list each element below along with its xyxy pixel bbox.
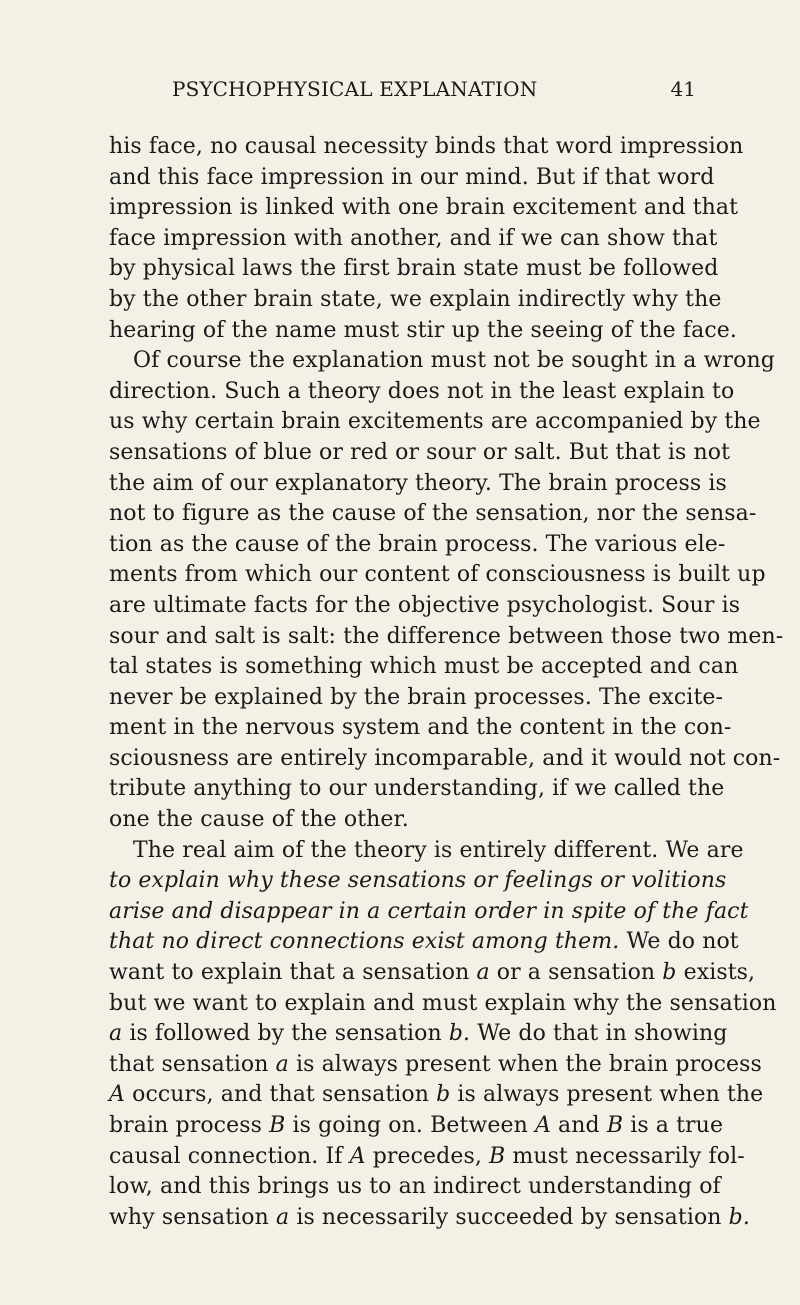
italic-letter: b [662, 960, 677, 986]
text-line: to explain why these sensations or feelings or volitions [109, 868, 727, 894]
text-span: is going on. Between [292, 1113, 528, 1138]
italic-letter: b. [728, 1204, 750, 1230]
text-line [109, 1203, 750, 1234]
italic-span: that no direct connections exist among them. [109, 929, 620, 955]
italic-letter: a [109, 1021, 123, 1047]
text-line: impression is linked with one brain excitement and that [109, 195, 739, 221]
text-span: We do that in showing [477, 1021, 728, 1047]
text-line: one the cause of the other. [109, 807, 409, 833]
running-title: PSYCHOPHYSICAL EXPLANATION [172, 77, 538, 101]
text-line: Of course the explanation must not be sought in a wrong [133, 348, 775, 374]
text-span: brain process [109, 1113, 262, 1138]
page-number: 41 [670, 77, 696, 101]
italic-letter: A [109, 1082, 125, 1108]
text-line [109, 1019, 728, 1050]
text-span: is a true [630, 1113, 724, 1138]
text-line: ments from which our content of consciousness is built up [109, 562, 766, 588]
text-line: direction. Such a theory does not in the least explain to [109, 378, 735, 404]
text-line [109, 927, 739, 958]
text-line: by physical laws the first brain state must be followed [109, 256, 719, 282]
text-line [109, 1050, 762, 1081]
text-line: tribute anything to our understanding, if we called the [109, 776, 725, 802]
text-line: arise and disappear in a certain order in spite of the fact [109, 898, 749, 924]
text-line: the aim of our explanatory theory. The brain process is [109, 470, 727, 496]
text-line: sciousness are entirely incomparable, and it would not con- [109, 745, 781, 771]
italic-letter: B [269, 1113, 286, 1138]
text-span: is necessarily succeeded by sensation [296, 1204, 722, 1230]
text-span: that sensation [109, 1051, 269, 1077]
text-span: causal connection. If [109, 1143, 343, 1169]
text-span: is followed by the sensation [129, 1021, 442, 1047]
text-span: We do not [626, 929, 739, 955]
text-line: his face, no causal necessity binds that word impression [109, 134, 744, 159]
italic-letter: B [606, 1113, 624, 1138]
text-line: not to figure as the cause of the sensation, nor the sensa- [109, 501, 757, 527]
text-span: must necessarily fol- [512, 1143, 745, 1169]
text-span: is always present when the brain process [295, 1051, 762, 1077]
italic-letter: a [275, 1051, 289, 1077]
text-line: and this face impression in our mind. But if that word [109, 164, 715, 190]
text-line: hearing of the name must stir up the seeing of the face. [109, 317, 737, 343]
text-line: never be explained by the brain processes. The excite- [109, 684, 724, 710]
text-span: or a sensation [496, 960, 656, 986]
italic-letter: A [349, 1143, 366, 1169]
text-line: sour and salt is salt: the difference between those two men- [109, 623, 784, 649]
text-line: The real aim of the theory is entirely different. We are [133, 837, 744, 863]
italic-letter: a [476, 960, 490, 986]
text-line [109, 1142, 745, 1173]
text-span: precedes, [372, 1143, 482, 1169]
text-span: why sensation [109, 1204, 269, 1230]
text-span: exists, [683, 960, 756, 986]
italic-letter: A [534, 1113, 551, 1138]
text-line: tal states is something which must be accepted and can [109, 654, 739, 680]
text-line: face impression with another, and if we can show that [109, 225, 718, 251]
text-line: us why certain brain excitements are accompanied by the [109, 409, 761, 435]
italic-letter: b. [448, 1021, 471, 1047]
text-span: and [558, 1113, 600, 1138]
text-line: by the other brain state, we explain indirectly why the [109, 286, 722, 312]
text-line: low, and this brings us to an indirect understanding of [109, 1174, 721, 1200]
text-line [109, 1080, 764, 1111]
text-line: are ultimate facts for the objective psychologist. Sour is [109, 592, 741, 618]
italic-letter: b [436, 1082, 451, 1108]
text-line: tion as the cause of the brain process. The various ele- [109, 531, 726, 557]
page-header [172, 74, 696, 104]
text-span: want to explain that a sensation [109, 960, 470, 986]
body-text [109, 132, 784, 1233]
text-line: but we want to explain and must explain why the sensation [109, 990, 777, 1016]
italic-letter: B [489, 1143, 506, 1169]
text-span: occurs, and that sensation [132, 1082, 430, 1108]
text-span: is always present when the [457, 1082, 764, 1108]
text-line [109, 958, 756, 989]
text-line: sensations of blue or red or sour or salt. But that is not [109, 439, 731, 465]
text-line [109, 1111, 724, 1142]
text-line: ment in the nervous system and the content in the con- [109, 715, 732, 741]
italic-letter: a [276, 1204, 290, 1230]
